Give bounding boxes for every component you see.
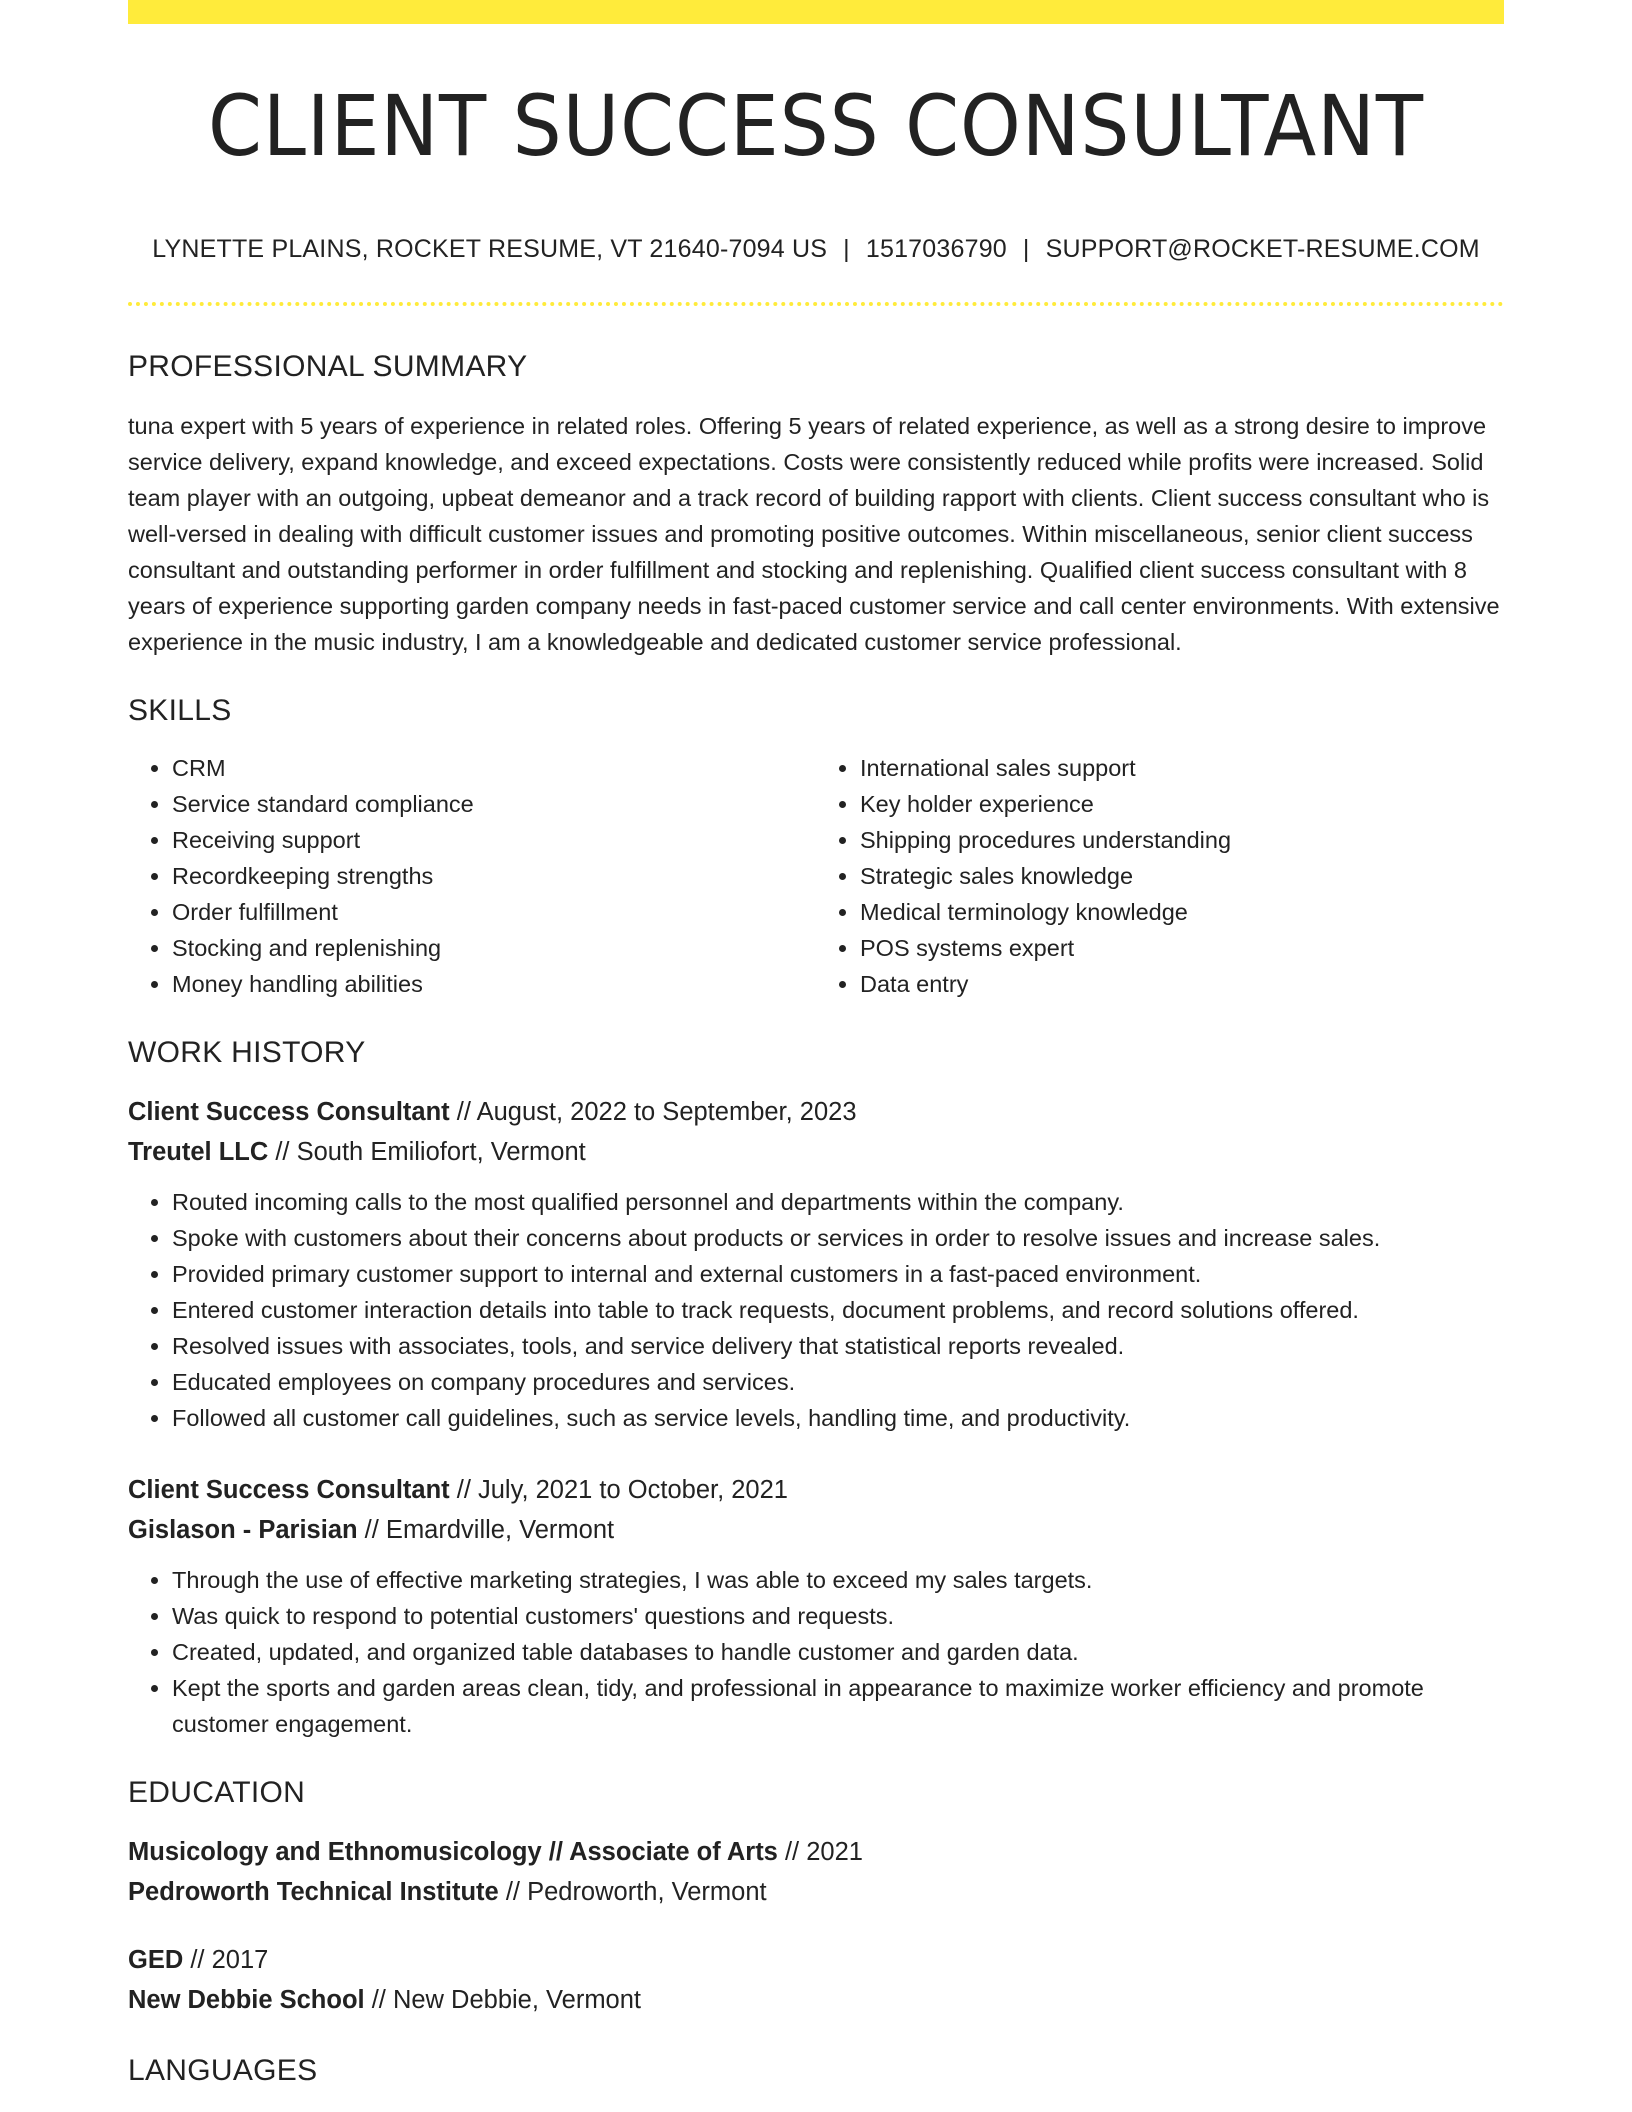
- job-dates: // August, 2022 to September, 2023: [449, 1098, 857, 1126]
- job-company: Gislason - Parisian: [128, 1516, 358, 1544]
- skill-item: • International sales support: [860, 750, 1504, 786]
- accent-bar: [128, 0, 1504, 24]
- job-company-line: [128, 1510, 1504, 1550]
- education-year: // 2017: [183, 1946, 269, 1974]
- education-school: New Debbie School: [128, 1986, 365, 2014]
- contact-address: LYNETTE PLAINS, ROCKET RESUME, VT 21640-7094 US: [152, 235, 828, 263]
- skills-list: [128, 750, 1504, 1002]
- job-dates: // July, 2021 to October, 2021: [449, 1476, 788, 1504]
- skill-item: • Service standard compliance: [172, 786, 816, 822]
- languages-heading: LANGUAGES: [128, 2054, 318, 2087]
- skills-heading: SKILLS: [128, 694, 232, 727]
- education-school-line: [128, 1872, 1504, 1912]
- job-bullet: • Provided primary customer support to internal and external customers in a fast-paced environment.: [172, 1256, 1504, 1292]
- job-company: Treutel LLC: [128, 1138, 269, 1166]
- contact-phone: 1517036790: [865, 235, 1007, 263]
- job-bullet: • Followed all customer call guidelines, such as service levels, handling time, and productivity.: [172, 1400, 1504, 1436]
- job-location: // South Emiliofort, Vermont: [268, 1138, 586, 1166]
- skill-item: • POS systems expert: [860, 930, 1504, 966]
- job-bullet: • Was quick to respond to potential customers' questions and requests.: [172, 1598, 1504, 1634]
- education-entry: [128, 1832, 1504, 1912]
- job-bullets: [128, 1184, 1504, 1436]
- skill-item: • Shipping procedures understanding: [860, 822, 1504, 858]
- job-title: Client Success Consultant: [128, 1476, 450, 1504]
- education-school-line: [128, 1980, 1504, 2020]
- skill-item: • Data entry: [860, 966, 1504, 1002]
- skill-item: • CRM: [172, 750, 816, 786]
- contact-separator: |: [1022, 235, 1030, 263]
- contact-email: SUPPORT@ROCKET-RESUME.COM: [1045, 235, 1480, 263]
- job-entry: [128, 1470, 1504, 1742]
- job-bullet: • Resolved issues with associates, tools, and service delivery that statistical reports revealed.: [172, 1328, 1504, 1364]
- education-entry: [128, 1940, 1504, 2020]
- skills-column-left: [128, 750, 816, 1002]
- job-title-line: [128, 1092, 1504, 1132]
- education-degree: Musicology and Ethnomusicology // Associate of Arts: [128, 1838, 778, 1866]
- job-title: Client Success Consultant: [128, 1098, 450, 1126]
- job-location: // Emardville, Vermont: [357, 1516, 615, 1544]
- summary-text: tuna expert with 5 years of experience in related roles. Offering 5 years of related experience, as well as a strong desire to improve service delivery, expand knowledge, and exceed expectations. Costs were consistently reduced while profits were increased. Solid team player with an outgoing, upbeat demeanor and a track record of building rapport with clients. Client success consultant who is well-versed in dealing with difficult customer issues and promoting positive outcomes. Within miscellaneous, senior client success consultant and outstanding performer in order fulfillment and stocking and replenishing. Qualified client success consultant with 8 years of experience supporting garden company needs in fast-paced customer service and call center environments. With extensive experience in the music industry, I am a knowledgeable and dedicated customer service professional.: [128, 413, 1500, 655]
- header-divider: [128, 302, 1504, 306]
- job-entry: [128, 1092, 1504, 1436]
- job-bullet: • Entered customer interaction details into table to track requests, document problems, and record solutions offered.: [172, 1292, 1504, 1328]
- contact-separator: |: [843, 235, 850, 263]
- work-history-heading: WORK HISTORY: [128, 1036, 366, 1069]
- job-company-line: [128, 1132, 1504, 1172]
- skill-item: • Strategic sales knowledge: [860, 858, 1504, 894]
- job-title-line: [128, 1470, 1504, 1510]
- education-year: // 2021: [777, 1838, 863, 1866]
- education-heading: EDUCATION: [128, 1776, 306, 1809]
- skill-item: • Recordkeeping strengths: [172, 858, 816, 894]
- job-bullet: • Kept the sports and garden areas clean, tidy, and professional in appearance to maximize worker efficiency and promote customer engagement.: [172, 1670, 1504, 1742]
- skill-item: • Medical terminology knowledge: [860, 894, 1504, 930]
- job-bullets: [128, 1562, 1504, 1742]
- education-location: // New Debbie, Vermont: [364, 1986, 642, 2014]
- education-degree: GED: [128, 1946, 184, 1974]
- job-bullet: • Spoke with customers about their concerns about products or services in order to resolve issues and increase sales.: [172, 1220, 1504, 1256]
- skill-item: • Stocking and replenishing: [172, 930, 816, 966]
- contact-line: [128, 235, 1504, 264]
- skill-item: • Money handling abilities: [172, 966, 816, 1002]
- job-bullet: • Educated employees on company procedures and services.: [172, 1364, 1504, 1400]
- resume-page: [128, 0, 1504, 2088]
- education-degree-line: [128, 1832, 1504, 1872]
- education-degree-line: [128, 1940, 1504, 1980]
- skill-item: • Order fulfillment: [172, 894, 816, 930]
- job-bullet: • Created, updated, and organized table databases to handle customer and garden data.: [172, 1634, 1504, 1670]
- education-school: Pedroworth Technical Institute: [128, 1878, 499, 1906]
- skill-item: • Key holder experience: [860, 786, 1504, 822]
- skills-column-right: [816, 750, 1504, 1002]
- resume-title: CLIENT SUCCESS CONSULTANT: [208, 77, 1424, 175]
- summary-heading: PROFESSIONAL SUMMARY: [128, 350, 528, 383]
- education-location: // Pedroworth, Vermont: [498, 1878, 767, 1906]
- job-bullet: • Routed incoming calls to the most qualified personnel and departments within the company.: [172, 1184, 1504, 1220]
- job-bullet: • Through the use of effective marketing strategies, I was able to exceed my sales targets.: [172, 1562, 1504, 1598]
- skill-item: • Receiving support: [172, 822, 816, 858]
